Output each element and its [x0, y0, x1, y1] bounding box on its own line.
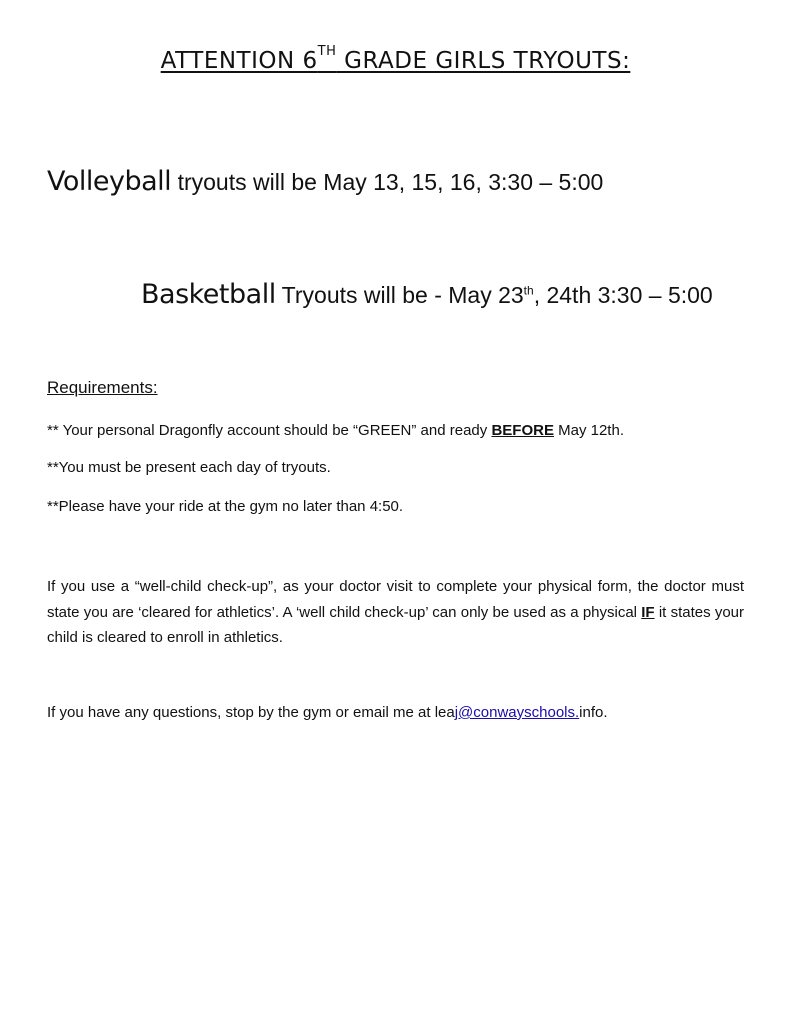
requirement-dragonfly	[47, 420, 744, 442]
title-superscript: TH	[317, 44, 337, 59]
requirement-ride: **Please have your ride at the gym no later than 4:50.	[47, 498, 404, 515]
basketball-date-superscript: th	[523, 283, 534, 298]
physical-text-end: it states your child is cleared to enroll in athletics.	[47, 603, 744, 646]
email-link[interactable]: j@conwayschools.	[454, 704, 580, 721]
title-part2: GRADE GIRLS TRYOUTS:	[336, 48, 631, 74]
volleyball-dates: tryouts will be May 13, 15, 16, 3:30 – 5:00	[171, 169, 604, 195]
contact-text: If you have any questions, stop by the gym or email me at lea	[47, 704, 455, 721]
physical-text: If you use a “well-child check-up”, as your doctor visit to complete your physical form, the doctor must state you are ‘cleared for athletics’. A ‘well child check-up’ can only be used as a physical	[47, 578, 744, 621]
requirement-attendance: **You must be present each day of tryouts.	[47, 459, 331, 476]
physical-if-emphasis: IF	[641, 603, 655, 621]
contact-line	[47, 702, 744, 724]
title-part1: ATTENTION 6	[160, 48, 318, 74]
basketball-tryouts-line	[141, 279, 713, 310]
page-title	[0, 44, 791, 74]
basketball-label: Basketball	[141, 279, 276, 310]
volleyball-label: Volleyball	[47, 166, 172, 197]
volleyball-tryouts-line	[47, 166, 603, 197]
contact-text-end: info.	[579, 704, 608, 721]
requirements-heading: Requirements:	[47, 378, 158, 397]
basketball-dates-part2: , 24th 3:30 – 5:00	[533, 282, 713, 308]
requirement-dragonfly-date: May 12th.	[553, 422, 624, 439]
requirement-before-emphasis: BEFORE	[491, 422, 554, 439]
basketball-dates-part1: Tryouts will be - May 23	[275, 282, 524, 308]
requirement-dragonfly-text: ** Your personal Dragonfly account should be “GREEN” and ready	[47, 422, 492, 439]
physical-form-paragraph	[47, 574, 744, 651]
